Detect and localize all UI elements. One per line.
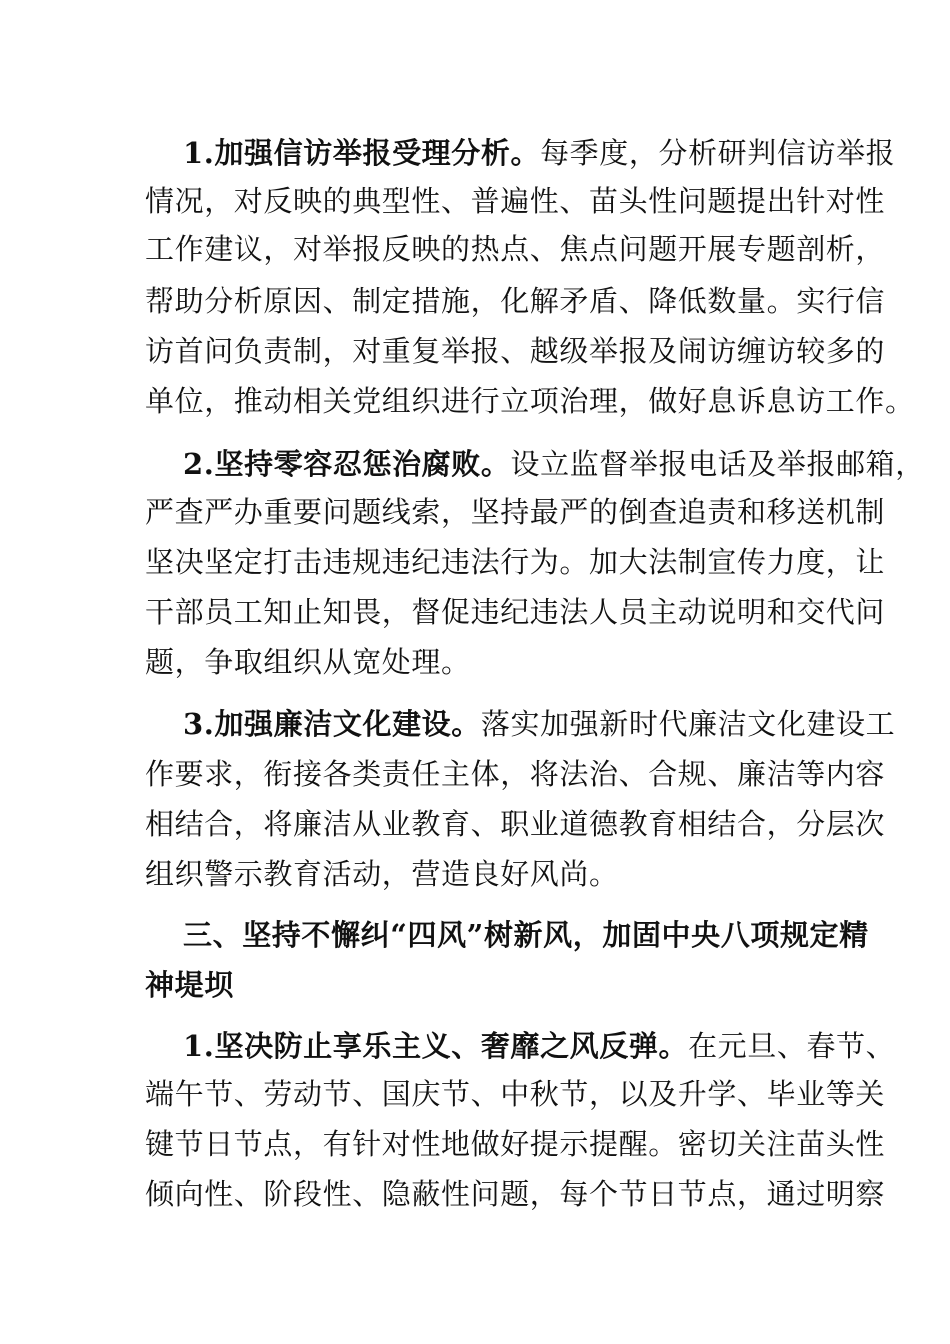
paragraph-3-heading: 3.加强廉洁文化建设。 bbox=[183, 707, 481, 741]
paragraph-4-line-3 bbox=[145, 1126, 885, 1162]
paragraph-1-text: 每季度，分析研判信访举报 bbox=[540, 136, 896, 170]
section-heading-line-2 bbox=[145, 967, 234, 1003]
body-text: 端午节、劳动节、国庆节、中秋节，以及升学、毕业等关 bbox=[145, 1077, 886, 1111]
paragraph-3-text: 落实加强新时代廉洁文化建设工 bbox=[480, 707, 896, 741]
body-text: 访首问负责制，对重复举报、越级举报及闹访缠访较多的 bbox=[145, 334, 886, 368]
body-text: 作要求，衔接各类责任主体，将法治、合规、廉洁等内容 bbox=[145, 757, 886, 791]
section-heading: 三、坚持不懈纠“四风”树新风，加固中央八项规定精 bbox=[183, 918, 869, 952]
body-text: 键节日节点，有针对性地做好提示提醒。密切关注苗头性 bbox=[145, 1127, 886, 1161]
paragraph-3-line-3 bbox=[145, 806, 885, 842]
paragraph-1-line-5 bbox=[145, 333, 885, 369]
body-text: 相结合，将廉洁从业教育、职业道德教育相结合，分层次 bbox=[145, 807, 886, 841]
paragraph-4-line-2 bbox=[145, 1076, 885, 1112]
paragraph-2-line-4 bbox=[145, 594, 885, 630]
body-text: 坚决坚定打击违规违纪违法行为。加大法制宣传力度，让 bbox=[145, 545, 886, 579]
paragraph-4-line-1 bbox=[183, 1028, 895, 1064]
body-text: 倾向性、阶段性、隐蔽性问题，每个节日节点，通过明察 bbox=[145, 1177, 886, 1211]
body-text: 帮助分析原因、制定措施，化解矛盾、降低数量。实行信 bbox=[145, 284, 886, 318]
paragraph-3-line-4 bbox=[145, 856, 619, 892]
section-heading-line-1 bbox=[183, 917, 869, 953]
paragraph-1-line-1 bbox=[183, 135, 895, 171]
paragraph-1-line-2 bbox=[145, 183, 885, 219]
paragraph-1-line-4 bbox=[145, 283, 885, 319]
paragraph-2-text: 设立监督举报电话及举报邮箱， bbox=[510, 447, 925, 481]
paragraph-2-line-5 bbox=[145, 644, 471, 680]
paragraph-4-heading: 1.坚决防止享乐主义、奢靡之风反弹。 bbox=[183, 1029, 689, 1063]
body-text: 严查严办重要问题线索，坚持最严的倒查追责和移送机制 bbox=[145, 495, 886, 529]
body-text: 题，争取组织从宽处理。 bbox=[145, 645, 471, 679]
paragraph-1-heading: 1.加强信访举报受理分析。 bbox=[183, 136, 541, 170]
paragraph-2-line-2 bbox=[145, 494, 885, 530]
paragraph-1-line-6 bbox=[145, 383, 915, 419]
paragraph-2-heading: 2.坚持零容忍惩治腐败。 bbox=[183, 447, 511, 481]
body-text: 干部员工知止知畏，督促违纪违法人员主动说明和交代问 bbox=[145, 595, 886, 629]
body-text: 情况，对反映的典型性、普遍性、苗头性问题提出针对性 bbox=[145, 184, 886, 218]
section-heading-continued: 神堤坝 bbox=[145, 968, 234, 1002]
paragraph-3-line-2 bbox=[145, 756, 885, 792]
body-text: 工作建议，对举报反映的热点、焦点问题开展专题剖析， bbox=[145, 232, 886, 266]
paragraph-4-text: 在元旦、春节、 bbox=[688, 1029, 896, 1063]
paragraph-2-line-3 bbox=[145, 544, 885, 580]
paragraph-1-line-3 bbox=[145, 231, 885, 267]
paragraph-3-line-1 bbox=[183, 706, 895, 742]
paragraph-2-line-1 bbox=[183, 446, 925, 482]
body-text: 单位，推动相关党组织进行立项治理，做好息诉息访工作。 bbox=[145, 384, 915, 418]
body-text: 组织警示教育活动，营造良好风尚。 bbox=[145, 857, 619, 891]
paragraph-4-line-4 bbox=[145, 1176, 885, 1212]
